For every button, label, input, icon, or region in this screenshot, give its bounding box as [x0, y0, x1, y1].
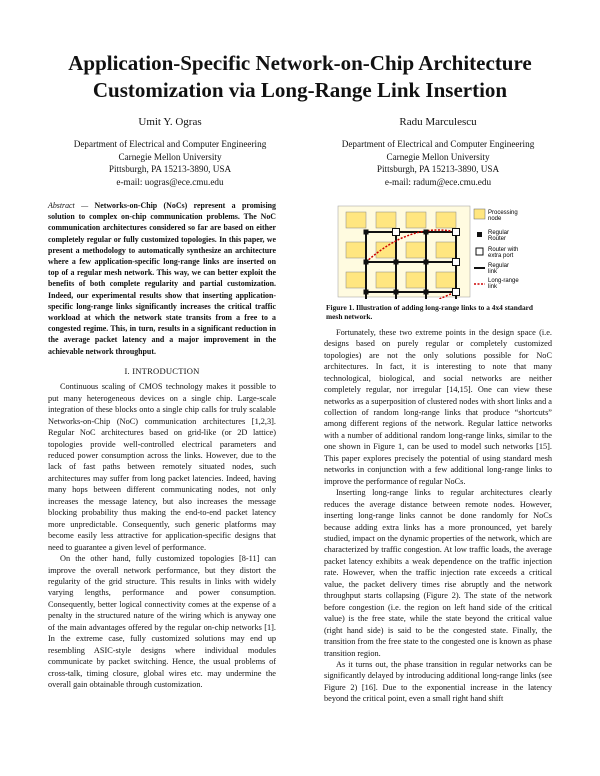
processing-node [406, 272, 426, 288]
legend-regular-link [488, 263, 509, 275]
processing-node [346, 272, 366, 288]
abstract-text: Networks-on-Chip (NoCs) represent a promising solution to complex on-chip communication problems. The NoC communication architectures considered so far are based on either completely regular or fully customized topologies. In this paper, we present a methodology to automatically synthesize an architecture where a few application-specific long-range links are inserted on top of a regular mesh network. This way, we can better exploit the benefits of both complete regularity and partial customization. Indeed, our experimental results show that inserting application-specific long-range links significantly increases the critical traffic workload at which the network state transits from a free to a congested regime. This, in turn, results in a significant reduction in the average packet latency and a major improvement in the achievable network throughput. [48, 201, 277, 356]
author-dept: Department of Electrical and Computer Engineering [73, 139, 267, 150]
legend-label-line: Router [488, 236, 507, 242]
author-name: Umit Y. Ogras [138, 116, 202, 128]
author-dept: Department of Electrical and Computer Engineering [341, 139, 535, 150]
author-address: Pittsburgh, PA 15213-3890, USA [376, 164, 500, 175]
processing-node [436, 272, 456, 288]
author-email: e-mail: uogras@ece.cmu.edu [116, 176, 224, 187]
right-column [324, 200, 552, 705]
legend-router-swatch [477, 232, 482, 237]
router-extra-port [453, 229, 460, 236]
author-email: e-mail: radum@ece.cmu.edu [384, 176, 492, 187]
figure-1 [324, 204, 552, 299]
regular-router [364, 230, 369, 235]
author-block-1 [50, 116, 290, 188]
section-heading-introduction: I. INTRODUCTION [124, 365, 200, 376]
processing-node [406, 242, 426, 258]
intro-paragraph-1: Continuous scaling of CMOS technology makes it possible to put many heterogeneous devices on a single chip. Large-scale integration of these blocks onto a single chip calls for truly scalable Networks-on-Chip (NoC) communication architectures [1,2,3]. Regular NoC architectures based on grid-like (or 2D lattice) topologies provide well-controlled electrical parameters and reduced power consumption across the links. However, due to the lack of fast paths between remotely situated nodes, such architectures may suffer from long packet latencies. Indeed, having many hops between different communicating nodes, not only increases the message latency, but also increases the message blocking probability thus making the end-to-end packet latency more unpredictable. Consequently, such generic platforms may become easily less attractive for application-specific designs that need to guarantee a given level of performance. [48, 382, 276, 552]
processing-node [346, 212, 366, 228]
author-address: Pittsburgh, PA 15213-3890, USA [108, 164, 232, 175]
legend-label-line: Long-range [488, 278, 519, 284]
processing-node [376, 212, 396, 228]
regular-router [424, 260, 429, 265]
processing-node [376, 272, 396, 288]
figure-1-caption: Figure 1. Illustration of adding long-range links to a 4x4 standard mesh network. [326, 303, 534, 322]
abstract [48, 200, 276, 357]
legend-router-extra-port [488, 247, 518, 259]
regular-router [364, 260, 369, 265]
paper-title [40, 50, 560, 104]
legend-extra-router-swatch [476, 248, 483, 255]
figure-1-diagram [324, 204, 552, 299]
router-extra-port [393, 229, 400, 236]
title-line-1: Application-Specific Network-on-Chip Architecture [68, 51, 532, 75]
regular-router [394, 290, 399, 295]
processing-node [376, 242, 396, 258]
legend-label-line: Regular [488, 230, 510, 236]
left-column [48, 200, 276, 691]
legend-label-line: node [488, 216, 502, 222]
router-extra-port [453, 259, 460, 266]
legend-label-line: Router with [488, 247, 519, 253]
author-name: Radu Marculescu [399, 116, 477, 128]
processing-node [346, 242, 366, 258]
legend-processing-node [488, 210, 518, 222]
processing-node [406, 212, 426, 228]
legend-node-swatch [474, 209, 485, 219]
legend-label-line: link [488, 284, 498, 290]
legend-label-line: Processing [488, 210, 518, 216]
legend-label-line: link [488, 269, 498, 275]
author-block-2 [320, 116, 556, 188]
regular-router [394, 260, 399, 265]
right-paragraph-2: Inserting long-range links to regular architectures clearly reduces the average distance between remote nodes. However, inserting long-range links cannot be done randomly for NoCs because adding extra links has a more pronounced, yet barely studied, impact on the dynamic properties of the network, which are characterized by traffic congestion. At low traffic loads, the average packet latency exhibits a weak dependence on the traffic injection rate. However, when the traffic injection rate exceeds a critical value, the packet delivery times rise abruptly and the network throughput starts collapsing (Figure 2). The state of the network before congestion (i.e. the region on left hand side of the critical value) is the free state, while the state beyond the critical value (right hand side) is said to be the congested state. Finally, the transition from the free state to the congested one is known as phase transition region. [324, 488, 552, 658]
legend-label-line: extra port [488, 253, 514, 259]
legend-regular-router [488, 230, 509, 242]
intro-paragraph-2: On the other hand, fully customized topologies [8-11] can improve the overall network performance, but they distort the regularity of the grid structure. This results in links with widely varying lengths, performance and power consumption. Consequently, better logical connectivity comes at the expense of a penalty in the structured nature of the wiring which is anyway one of the main advantages offered by the regular on-chip networks [1]. In the extreme case, fully customized solutions may end up resembling ASIC-style designs where individual modules communicate by packet switching. Hence, the usual problems of cross-talk, timing closure, global wires etc. may undermine the overall gain obtainable through customization. [48, 554, 276, 690]
figure-legend [474, 209, 519, 290]
right-paragraph-3: As it turns out, the phase transition in regular networks can be significantly delayed by introducing additional long-range links (see Figure 2) [16]. Due to the exponential increase in the latency beyond the critical point, even a small right hand shift [324, 659, 552, 704]
router-extra-port [453, 289, 460, 296]
title-line-2: Customization via Long-Range Link Insertion [92, 78, 508, 102]
legend-long-range-link [488, 278, 519, 290]
processing-node [436, 242, 456, 258]
abstract-lead: Abstract — [48, 201, 89, 210]
regular-router [364, 290, 369, 295]
processing-node [436, 212, 456, 228]
right-paragraph-1: Fortunately, these two extreme points in the design space (i.e. designs based on purely regular or completely customized topologies) are not the only solutions possible for NoC architectures. In fact, it is interesting to note that many technological, biological, and social networks are neither completely regular, nor irregular [14,15]. One can view these networks as a superposition of clustered nodes with short links and a collection of random long-range links that produce “shortcuts” among different regions of the network. Regular lattice networks with a number of additional random long-range links, similar to the one shown in Figure 1, can be used to model such networks [15]. This paper explores precisely the potential of using standard mesh networks in conjunction with a few additional long-range links to improve the performance of regular NoCs. [324, 327, 552, 486]
legend-label-line: Regular [488, 263, 510, 269]
regular-router [424, 230, 429, 235]
regular-router [424, 290, 429, 295]
author-university: Carnegie Mellon University [386, 151, 490, 162]
author-university: Carnegie Mellon University [118, 151, 222, 162]
